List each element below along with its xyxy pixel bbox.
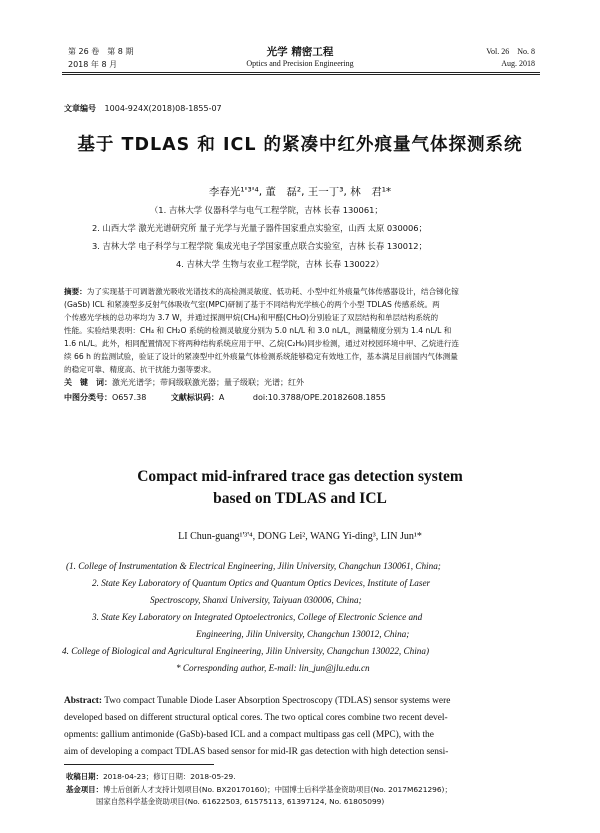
abstract-en [64,693,544,761]
title-cn: 基于 TDLAS 和 ICL 的紧凑中红外痕量气体探测系统 [77,135,523,155]
keywords-value: 激光光谱学；带间级联激光器；量子级联；光谱；红外 [112,378,304,387]
affiliation-cn-4: 4. 吉林大学 生物与农业工程学院，吉林 长春 130022） [176,259,384,269]
journal-title-cn: 光学 精密工程 [266,46,334,58]
received-dates: 2018-04-23；修订日期：2018-05-29. [102,772,236,781]
affiliation-en-3b: Engineering, Jilin University, Changchun 130012, China; [196,629,410,639]
keywords-cn [64,377,304,388]
journal-title-en: Optics and Precision Engineering [246,59,354,68]
abstract-cn-line: 续 66 h 的监测试验，验证了设计的紧凑型中红外痕量气体检测系统能够稳定有效地工作，基本满足目前国内气体测量 [64,352,458,361]
footnote-rule [64,764,214,765]
abstract-cn-line: 的稳定可靠、精度高、抗干扰能力强等要求。 [64,365,216,374]
footnotes [66,771,542,809]
authors-en: LI Chun-guang¹'³'⁴, DONG Lei², WANG Yi-ding³, LIN Jun¹* [178,531,422,542]
doc-code-label: 文献标识码： [170,393,219,402]
affiliation-cn-1: （1. 吉林大学 仪器科学与电气工程学院，吉林 长春 130061； [150,205,383,215]
corresponding-author: * Corresponding author, E-mail: lin_jun@jlu.edu.cn [176,663,370,673]
abstract-cn-label: 摘要： [64,287,87,296]
article-id-label: 文章编号 [64,104,96,113]
title-en-line-1: Compact mid-infrared trace gas detection system [137,468,463,485]
clc-value: O657.38 [112,393,147,402]
abstract-en-line: opments: gallium antimonide (GaSb)-based ICL and a compact multipass gas cell (MPC), with the [64,730,434,740]
doc-code-value: A [218,393,225,402]
article-id [64,103,222,114]
authors-cn: 李春光¹'³'⁴, 董 磊², 王一丁³, 林 君¹* [208,186,392,198]
article-id-value: 1004-924X(2018)08-1855-07 [104,104,222,113]
affiliation-en-1: (1. College of Instrumentation & Electrical Engineering, Jilin University, Changchun 130061, China; [66,561,441,571]
affiliation-en-3: 3. State Key Laboratory on Integrated Optoelectronics, College of Electronic Science and [92,612,423,622]
affiliation-en-2b: Spectroscopy, Shanxi University, Taiyuan 030006, China; [150,595,362,605]
date-en: Aug. 2018 [501,59,535,68]
abstract-cn-line: 为了实现基于可调谐激光吸收光谱技术的高检测灵敏度、低功耗、小型中红外痕量气体传感器设计，结合锑化镓 [86,287,459,296]
clc-label: 中图分类号： [64,393,112,402]
title-en-line-2: based on TDLAS and ICL [213,490,387,507]
affiliation-en-4: 4. College of Biological and Agricultural Engineering, Jilin University, Changchun 130022, China) [62,646,430,656]
abstract-cn-line: 1.6 nL/L。此外，相同配置情况下将两种结构系统应用于甲、乙烷(C₂H₆)同步检测，通过对校园环境中甲、乙烷进行连 [64,339,460,348]
abstract-en-line: aim of developing a compact TDLAS based sensor for mid-IR gas detection with high detection sensi- [64,747,449,757]
funding-line: 博士后创新人才支持计划项目(No. BX20170160)；中国博士后科学基金资助项目(No. 2017M621296)； [102,784,452,794]
abstract-en-line: Two compact Tunable Diode Laser Absorption Spectroscopy (TDLAS) sensor systems were [104,696,451,706]
volume-issue-cn: 第 26 卷 第 8 期 [68,47,134,56]
abstract-en-line: developed based on different structural optical cores. The two optical cores combine two recent devel- [64,713,448,723]
affiliation-en-2: 2. State Key Laboratory of Quantum Optics and Quantum Optics Devices, Institute of Laser [92,578,431,588]
keywords-label: 关 键 词： [64,378,112,387]
volume-issue-en: Vol. 26 No. 8 [486,47,535,56]
funding-line: 国家自然科学基金资助项目(No. 61622503, 61575113, 61397124, No. 61805099) [96,797,385,806]
affiliation-cn-2: 2. 山西大学 激光光谱研究所 量子光学与光量子器件国家重点实验室，山西 太原 030006； [92,223,427,233]
doi: doi:10.3788/OPE.20182608.1855 [252,393,386,402]
affiliation-cn-3: 3. 吉林大学 电子科学与工程学院 集成光电子学国家重点联合实验室，吉林 长春 130012； [92,241,427,251]
received-label: 收稿日期： [66,772,103,781]
abstract-cn-line: (GaSb) ICL 和紧凑型多反射气体吸收气室(MPC)研制了基于不同结构光学核心的两个小型 TDLAS 传感系统。两 [64,300,440,309]
abstract-cn-line: 个传感光学核的总功率均为 3.7 W，并通过探测甲烷(CH₄)和甲醛(CH₂O)分别验证了双层结构和单层结构系统的 [64,313,439,322]
abstract-cn-line: 性能。实验结果表明：CH₄ 和 CH₂O 系统的检测灵敏度分别为 5.0 nL/L 和 3.0 nL/L，测量精度分别为 1.4 nL/L 和 [64,326,452,335]
abstract-en-label: Abstract: [64,696,103,706]
classification [64,392,386,403]
header-rule [62,72,540,73]
funding-label: 基金项目： [66,784,103,794]
abstract-cn [64,285,544,376]
date-cn: 2018 年 8 月 [68,60,118,69]
header-rule-thin [62,74,540,75]
